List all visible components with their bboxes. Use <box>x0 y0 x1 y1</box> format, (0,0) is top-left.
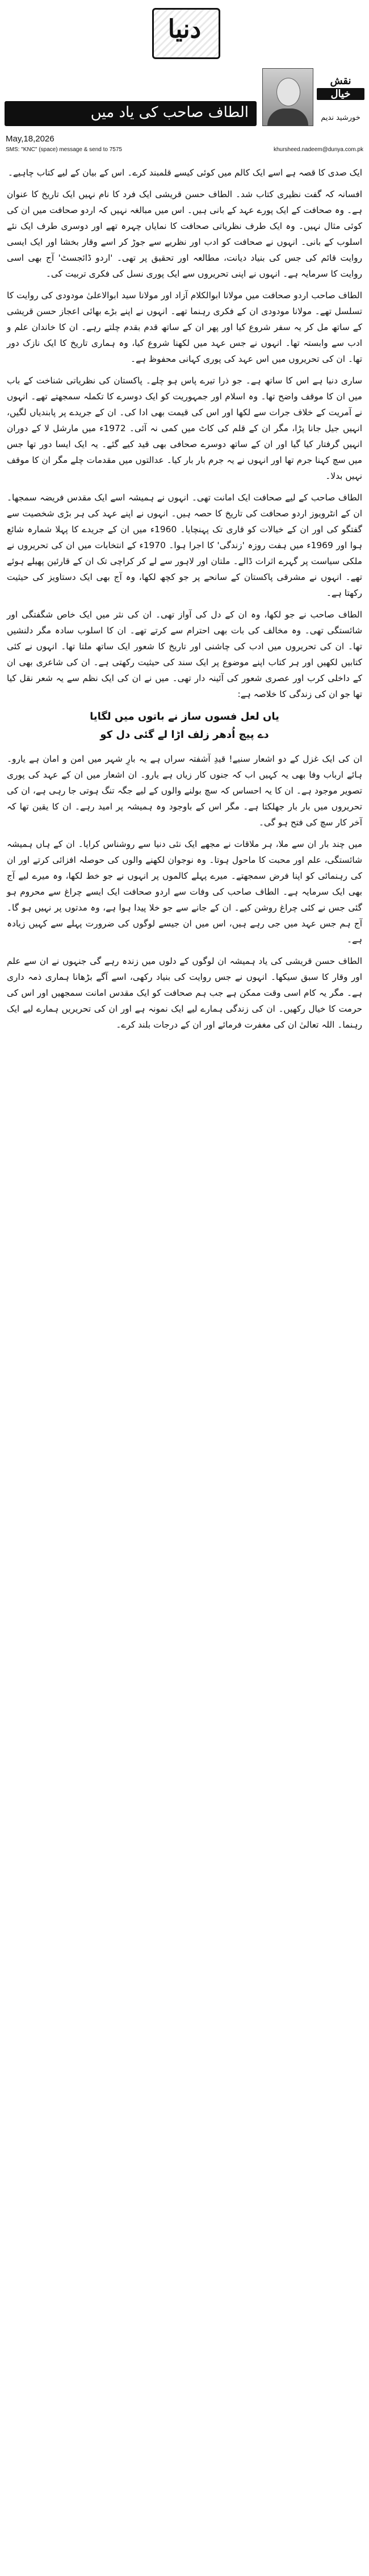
article-paragraph: ان کی ایک غزل کے دو اشعار سنیے! قیدِ آشفتہ سراں ہے یہ بارِ شہر میں امن و امان ہے یارو۔ ہائے ارباب وفا بھی یہ کہیں اب کہ جنوں کار زیاں ہے یارو۔ ان اشعار میں ان کے عہد کی پوری تصویر موجود ہے۔ ان کا یہ احساس کہ سچ بولنے والوں کے لیے جگہ تنگ ہوتی جا رہی ہے، ان کی تحریروں میں بار بار جھلکتا ہے۔ مگر اس کے باوجود وہ ہمیشہ پر امید رہے۔ ان کا یقین تھا کہ آخر کار سچ کی فتح ہو گی۔ <box>7 754 362 828</box>
publish-date: May,18,2026 <box>6 134 54 144</box>
poem-line: یاں لعل فسوں ساز نے باتوں میں لگایا <box>90 711 279 723</box>
article-paragraph: ساری دنیا ہے اس کا ساتھ ہے۔ جو ذرا تیرے پاس ہو چلے۔ پاکستان کی نظریاتی شناخت کے باب میں ان کا موقف واضح تھا۔ وہ اسلام اور جمہوریت کو ایک دوسرے کا تکملہ سمجھتے تھے۔ انہوں نے آمریت کے خلاف جرات سے لکھا اور اس کی قیمت بھی ادا کی۔ ان کے جریدے پر پابندیاں لگیں، انہیں جیل جانا پڑا، مگر ان کے قلم کی کاٹ میں کمی نہ آئی۔ 1972ء میں مارشل لا کے دوران انہیں گرفتار کیا گیا اور ان کے ساتھ دوسرے صحافی بھی قید کیے گئے۔ یہ ایک ایسا دور تھا جس میں سچ کہنا جرم تھا اور انہوں نے یہ جرم بار بار کیا۔ عدالتوں میں مقدمات چلے مگر ان کا موقف نہیں بدلا۔ <box>7 375 362 481</box>
article-paragraph: ایک صدی کا قصہ ہے اسے ایک کالم میں کوئی کیسے قلمبند کرے۔ اس کے بیان کے لیے کتاب چاہیے۔ <box>7 168 362 178</box>
title-band <box>5 101 257 126</box>
article-paragraph: افسانہ کہ گفت نظیری کتاب شد۔ الطاف حسن قریشی ایک فرد کا نام نہیں ایک تاریخ کا عنوان ہے۔ وہ صحافت کے ایک پورے عہد کے بانی ہیں۔ اس میں مبالغہ نہیں کہ اردو صحافت میں ان کی کوئی مثال نہیں۔ وہ ایک طرف نظریاتی صحافت کا نمایاں چہرہ تھے اور دوسری طرف ایک نئے اسلوب کے بانی۔ انہوں نے صحافت کو ادب اور نظریے سے جوڑ کر اسے وقار بخشا اور ایک ایسی روایت قائم کی جس کی بنیاد دیانت، مطالعہ اور تحقیق پر تھی۔ 'اردو ڈائجسٹ' آج بھی اسی روایت کا سرمایہ ہے۔ انہوں نے اپنی تحریروں سے ایک پوری نسل کی فکری تربیت کی۔ <box>7 189 362 279</box>
author-name: خورشید ندیم <box>321 114 360 122</box>
contact-line <box>6 147 363 153</box>
column-badge-line2: خیال <box>317 88 364 100</box>
column-badge <box>317 75 364 109</box>
column-badge-line1: نقش <box>330 75 351 87</box>
sms-info: SMS: "KNC" (space) message & send to 7575 <box>6 147 122 153</box>
poem-line: دے پیچ اُدھر زلف اڑا لے گئی دل کو <box>100 729 269 741</box>
column-header <box>0 67 369 155</box>
column-title: الطاف صاحب کی یاد میں <box>90 104 249 121</box>
article-paragraph: الطاف حسن قریشی کی یاد ہمیشہ ان لوگوں کے دلوں میں زندہ رہے گی جنہوں نے ان سے علم اور وقار کا سبق سیکھا۔ انہوں نے جس روایت کی بنیاد رکھی، اسے آگے بڑھانا ہماری ذمہ داری ہے۔ مگر یہ کام اسی وقت ممکن ہے جب ہم صحافت کو ایک مقدس امانت سمجھیں اور اس کی حرمت کا خیال رکھیں۔ ان کی زندگی ہمارے لیے ایک نمونہ ہے اور ان کی تحریریں ہمارے لیے ایک رہنما۔ اللہ تعالیٰ ان کی مغفرت فرمائے اور ان کے درجات بلند کرے۔ <box>7 956 362 1030</box>
article-paragraph: الطاف صاحب نے جو لکھا، وہ ان کے دل کی آواز تھی۔ ان کی نثر میں ایک خاص شگفتگی اور شائستگی تھی۔ وہ مخالف کی بات بھی احترام سے کرتے تھے۔ ان کا اسلوب سادہ مگر دلنشیں تھا۔ ان کی تحریروں میں ادب کی چاشنی اور تاریخ کا شعور ایک ساتھ ملتا تھا۔ انہوں نے کئی کتابیں لکھیں اور ہر کتاب اپنے موضوع پر ایک سند کی حیثیت رکھتی ہے۔ ان کی شاعری بھی ان کے داخلی کرب اور عصری شعور کی آئینہ دار تھی۔ میں نے ان کی ایک نظم سے یہ شعر نقل کیا تھا جو ان کی زندگی کا خلاصہ ہے: <box>7 609 362 699</box>
poem-couplet <box>7 708 362 744</box>
newspaper-logo <box>146 5 223 59</box>
article-paragraph: الطاف صاحب کے لیے صحافت ایک امانت تھی۔ انہوں نے ہمیشہ اسے ایک مقدس فریضہ سمجھا۔ ان کے انٹرویوز اردو صحافت کی تاریخ کا حصہ ہیں۔ انہوں نے اپنے عہد کی ہر بڑی شخصیت سے گفتگو کی اور ان کے خیالات کو قاری تک پہنچایا۔ 1960ء میں ان کے جریدے کا پہلا شمارہ شائع ہوا اور 1969ء میں ہفت روزہ 'زندگی' کا اجرا ہوا۔ 1970ء کے انتخابات میں ان کی تحریروں نے ملکی سیاست پر گہرے اثرات ڈالے۔ ملتان اور لاہور سے لے کر کراچی تک ان کے قارئین پھیلے ہوئے تھے۔ انہوں نے مشرقی پاکستان کے سانحے پر جو کچھ لکھا، وہ آج بھی ایک دستاویز کی حیثیت رکھتا ہے۔ <box>7 492 362 598</box>
article-body <box>7 165 362 2562</box>
author-photo-face <box>276 78 300 106</box>
logo-wordmark: دنیا <box>167 15 202 44</box>
email-link[interactable]: khursheed.nadeem@dunya.com.pk <box>273 147 363 153</box>
article-paragraph: الطاف صاحب اردو صحافت میں مولانا ابوالکلام آزاد اور مولانا سید ابوالاعلیٰ مودودی کی روایت کا تسلسل تھے۔ مولانا مودودی ان کے فکری رہنما تھے۔ انہوں نے اپنے بڑے بھائی اعجاز حسن قریشی کے ساتھ مل کر یہ سفر شروع کیا اور پھر ان کے ساتھ قدم بقدم چلتے رہے۔ ان کا خاندان علم و ادب سے وابستہ تھا۔ انہوں نے جس عہد میں لکھنا شروع کیا، وہ ہماری تاریخ کا ایک نازک دور تھا۔ ان کی تحریروں میں اس عہد کی پوری کہانی محفوظ ہے۔ <box>7 290 362 364</box>
author-photo <box>262 68 313 126</box>
author-photo-shoulders <box>267 108 308 126</box>
article-paragraph: میں چند بار ان سے ملا، ہر ملاقات نے مجھے ایک نئی دنیا سے روشناس کرایا۔ ان کے ہاں ہمیشہ شائستگی، علم اور محبت کا ماحول ہوتا۔ وہ نوجوان لکھنے والوں کی حوصلہ افزائی کرتے اور ان کی رہنمائی کو اپنا فرض سمجھتے۔ میرے پہلے کالموں پر انہوں نے جو خط لکھا، وہ میرے لیے آج بھی ایک سرمایہ ہے۔ الطاف صاحب کی وفات سے اردو صحافت ایک ایسے چراغ سے محروم ہو گئی جس نے کئی چراغ روشن کیے۔ ان کے جانے سے جو خلا پیدا ہوا ہے، وہ مدتوں پر نہیں ہو گا۔ آج ہم جس عہد میں جی رہے ہیں، اس میں ان جیسے لوگوں کی ضرورت پہلے سے کہیں زیادہ ہے۔ <box>7 839 362 945</box>
